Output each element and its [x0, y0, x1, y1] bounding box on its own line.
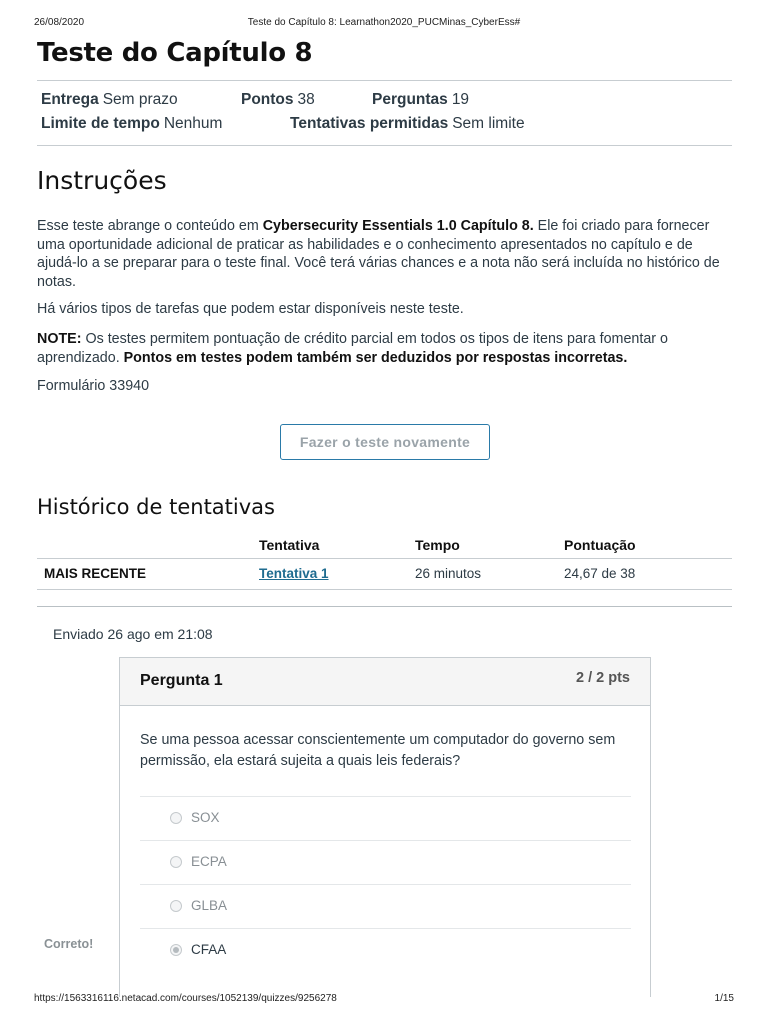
answer-label: SOX — [191, 810, 220, 825]
meta-questions: Perguntas 19 — [372, 91, 470, 108]
correct-answer-tag: Correto! — [37, 935, 119, 957]
divider — [37, 606, 732, 607]
recent-label: MAIS RECENTE — [37, 558, 259, 589]
meta-points: Pontos 38 — [241, 91, 315, 108]
question-card — [119, 657, 651, 997]
column-header-time: Tempo — [415, 533, 564, 558]
attempt-history-table — [37, 533, 732, 590]
table-header-row — [37, 533, 732, 558]
meta-due: Entrega Sem prazo — [41, 91, 178, 108]
divider — [37, 80, 732, 81]
print-url: https://1563316116.netacad.com/courses/1052139/quizzes/9256278 — [34, 993, 337, 1004]
submission-timestamp: Enviado 26 ago em 21:08 — [53, 626, 213, 642]
answer-option-selected[interactable] — [140, 928, 631, 972]
instructions-paragraph-1: Esse teste abrange o conteúdo em Cybersecurity Essentials 1.0 Capítulo 8. Ele foi criado para fornecer uma oportunidade adicional de praticar as habilidades e o conhecimento apresentados no capítulo e de ajudá-lo a se preparar para o teste final. Você terá várias chances e a nota não será incluída no histórico de notas. — [37, 218, 720, 290]
meta-time-limit: Limite de tempo Nenhum — [41, 115, 223, 132]
column-header-attempt: Tentativa — [259, 533, 415, 558]
instructions-heading: Instruções — [37, 166, 167, 195]
instructions-paragraph-2: Há vários tipos de tarefas que podem estar disponíveis neste teste. — [37, 301, 464, 317]
radio-button[interactable] — [170, 812, 182, 824]
retake-quiz-button[interactable]: Fazer o teste novamente — [280, 424, 490, 460]
question-header — [120, 658, 650, 706]
radio-button[interactable] — [170, 856, 182, 868]
score-cell: 24,67 de 38 — [564, 558, 732, 589]
meta-attempts: Tentativas permitidas Sem limite — [290, 115, 525, 132]
answer-option[interactable] — [140, 884, 631, 928]
radio-button-checked[interactable] — [170, 944, 182, 956]
form-number: Formulário 33940 — [37, 378, 150, 394]
answer-label: ECPA — [191, 854, 227, 869]
question-title: Pergunta 1 — [140, 672, 223, 689]
print-date: 26/08/2020 — [34, 17, 85, 28]
table-row — [37, 558, 732, 589]
print-doc-title: Teste do Capítulo 8: Learnathon2020_PUCMinas_CyberEss# — [247, 17, 521, 28]
question-text: Se uma pessoa acessar conscientemente um computador do governo sem permissão, ela estará sujeita a quais leis federais? — [140, 732, 616, 769]
instructions-paragraph-3: NOTE: Os testes permitem pontuação de crédito parcial em todos os tipos de itens para fomentar o aprendizado. Pontos em testes podem também ser deduzidos por respostas incorretas. — [37, 331, 668, 366]
answer-label: CFAA — [191, 942, 227, 957]
divider — [37, 145, 732, 146]
answer-option[interactable] — [140, 796, 631, 840]
column-header — [37, 533, 259, 558]
radio-button[interactable] — [170, 900, 182, 912]
print-page-number: 1/15 — [714, 993, 734, 1004]
answer-list — [140, 796, 631, 972]
answer-label: GLBA — [191, 898, 228, 913]
answer-option[interactable] — [140, 840, 631, 884]
attempt-cell — [259, 558, 415, 589]
time-cell: 26 minutos — [415, 558, 564, 589]
question-points: 2 / 2 pts — [576, 670, 630, 686]
column-header-score: Pontuação — [564, 533, 732, 558]
page-title: Teste do Capítulo 8 — [37, 38, 313, 68]
attempt-link[interactable]: Tentativa 1 — [259, 566, 329, 581]
history-heading: Histórico de tentativas — [37, 495, 275, 519]
